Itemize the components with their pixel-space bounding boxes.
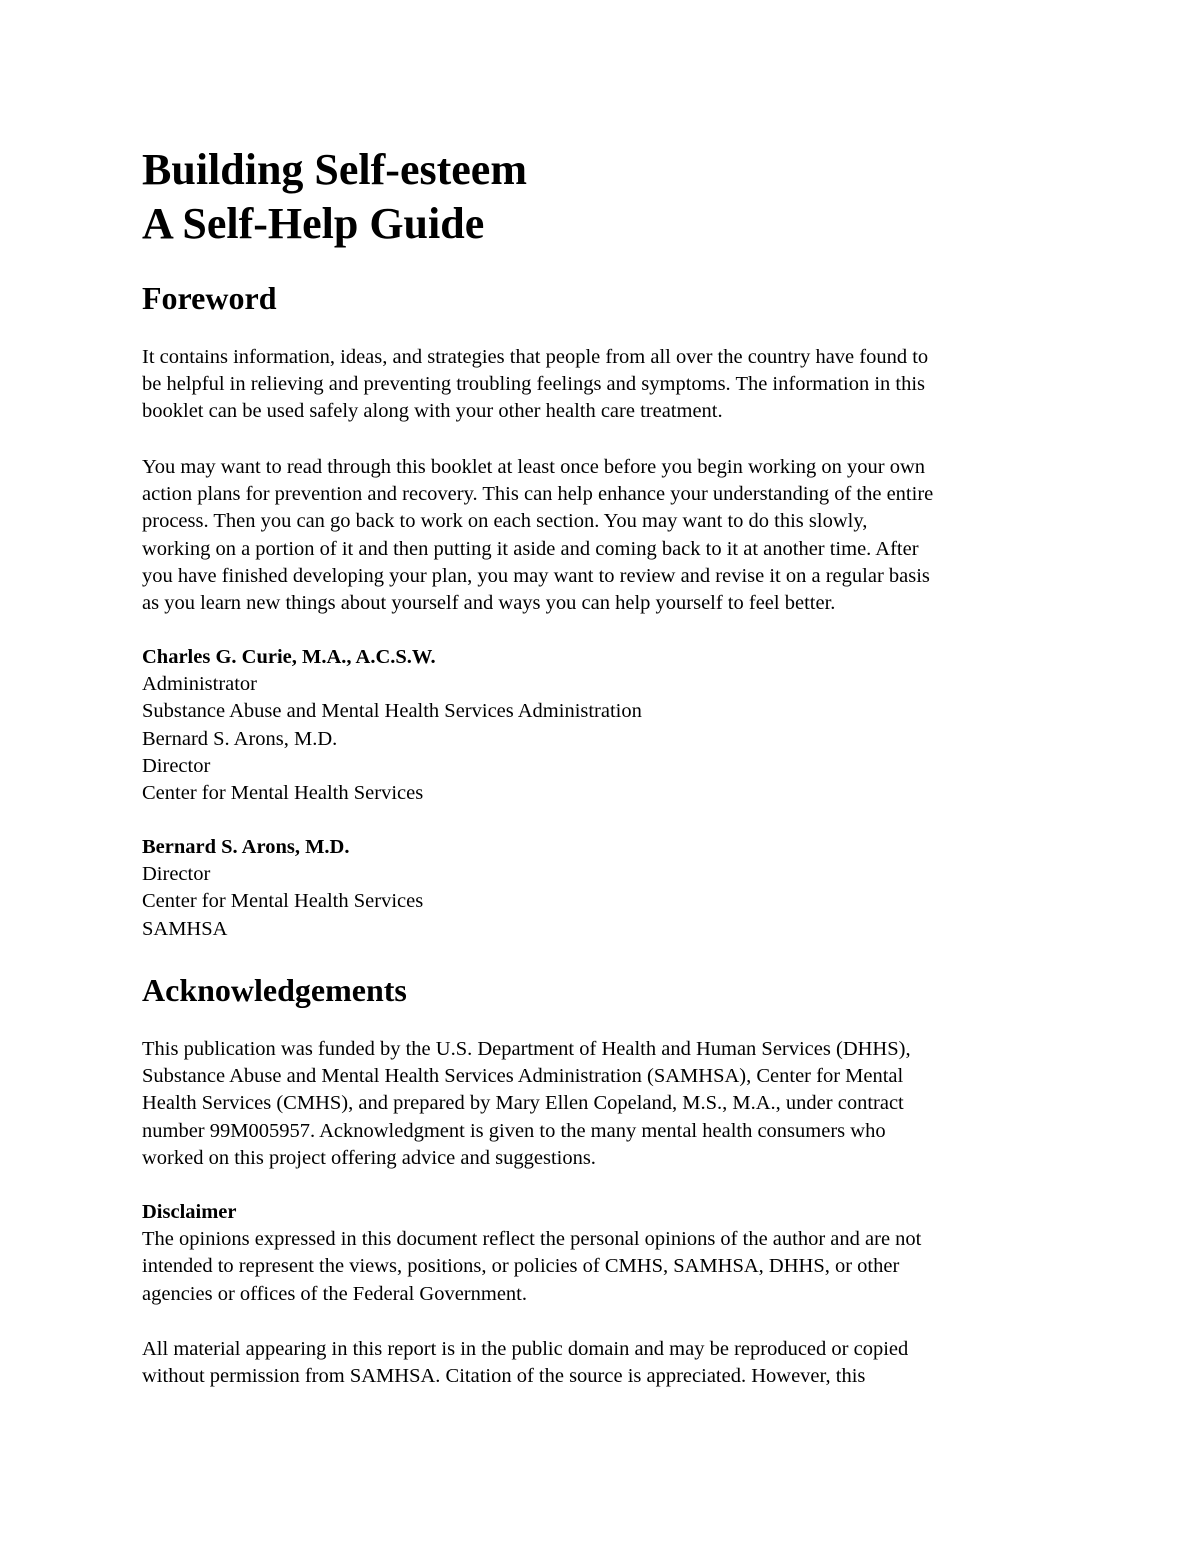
signatory-name: Charles G. Curie, M.A., A.C.S.W. <box>142 646 436 668</box>
document-title <box>142 143 527 251</box>
foreword-paragraph-1 <box>142 344 1072 426</box>
signatory-line: Administrator <box>142 673 258 696</box>
text-line: All material appearing in this report is in the public domain and may be reproduced or copied <box>142 1338 909 1360</box>
disclaimer-heading: Disclaimer <box>142 1201 237 1223</box>
signatory-line: SAMHSA <box>142 917 228 940</box>
text-line: action plans for prevention and recovery. This can help enhance your understanding of the entire <box>142 483 934 506</box>
text-line: booklet can be used safely along with your other health care treatment. <box>142 400 723 423</box>
text-line: It contains information, ideas, and strategies that people from all over the country have found to <box>142 346 929 368</box>
text-line: you have finished developing your plan, you may want to review and revise it on a regular basis <box>142 564 930 587</box>
signatory-line: Director <box>142 863 211 886</box>
text-line: number 99M005957. Acknowledgment is given to the many mental health consumers who <box>142 1119 886 1142</box>
foreword-paragraph-2 <box>142 454 1072 617</box>
signature-block-2 <box>142 834 1072 943</box>
text-line: process. Then you can go back to work on each section. You may want to do this slowly, <box>142 510 868 533</box>
signature-block-1 <box>142 644 1072 807</box>
title-line-2: A Self-Help Guide <box>142 199 485 248</box>
text-line: intended to represent the views, positions, or policies of CMHS, SAMHSA, DHHS, or other <box>142 1255 900 1278</box>
title-line-1: Building Self-esteem <box>142 145 527 194</box>
signatory-line: Director <box>142 754 211 777</box>
text-line: You may want to read through this booklet at least once before you begin working on your own <box>142 456 926 478</box>
signatory-line: Bernard S. Arons, M.D. <box>142 727 338 750</box>
text-line: This publication was funded by the U.S. Department of Health and Human Services (DHHS), <box>142 1038 911 1060</box>
text-line: agencies or offices of the Federal Government. <box>142 1282 527 1305</box>
text-line: as you learn new things about yourself and ways you can help yourself to feel better. <box>142 592 836 615</box>
signatory-line: Center for Mental Health Services <box>142 890 424 913</box>
disclaimer-block <box>142 1199 1072 1308</box>
signatory-line: Center for Mental Health Services <box>142 782 424 805</box>
acknowledgements-paragraph <box>142 1036 1072 1172</box>
signatory-line: Substance Abuse and Mental Health Services Administration <box>142 700 642 723</box>
text-line: worked on this project offering advice and suggestions. <box>142 1146 596 1169</box>
text-line: working on a portion of it and then putting it aside and coming back to it at another time. After <box>142 537 919 560</box>
acknowledgements-heading: Acknowledgements <box>142 972 407 1008</box>
public-domain-paragraph <box>142 1336 1072 1390</box>
signatory-name: Bernard S. Arons, M.D. <box>142 836 350 858</box>
foreword-heading: Foreword <box>142 280 277 316</box>
text-line: Substance Abuse and Mental Health Services Administration (SAMHSA), Center for Mental <box>142 1065 904 1088</box>
text-line: without permission from SAMHSA. Citation of the source is appreciated. However, this <box>142 1365 866 1388</box>
text-line: The opinions expressed in this document reflect the personal opinions of the author and are not <box>142 1228 922 1251</box>
text-line: Health Services (CMHS), and prepared by Mary Ellen Copeland, M.S., M.A., under contract <box>142 1092 904 1115</box>
text-line: be helpful in relieving and preventing troubling feelings and symptoms. The information in this <box>142 373 926 396</box>
